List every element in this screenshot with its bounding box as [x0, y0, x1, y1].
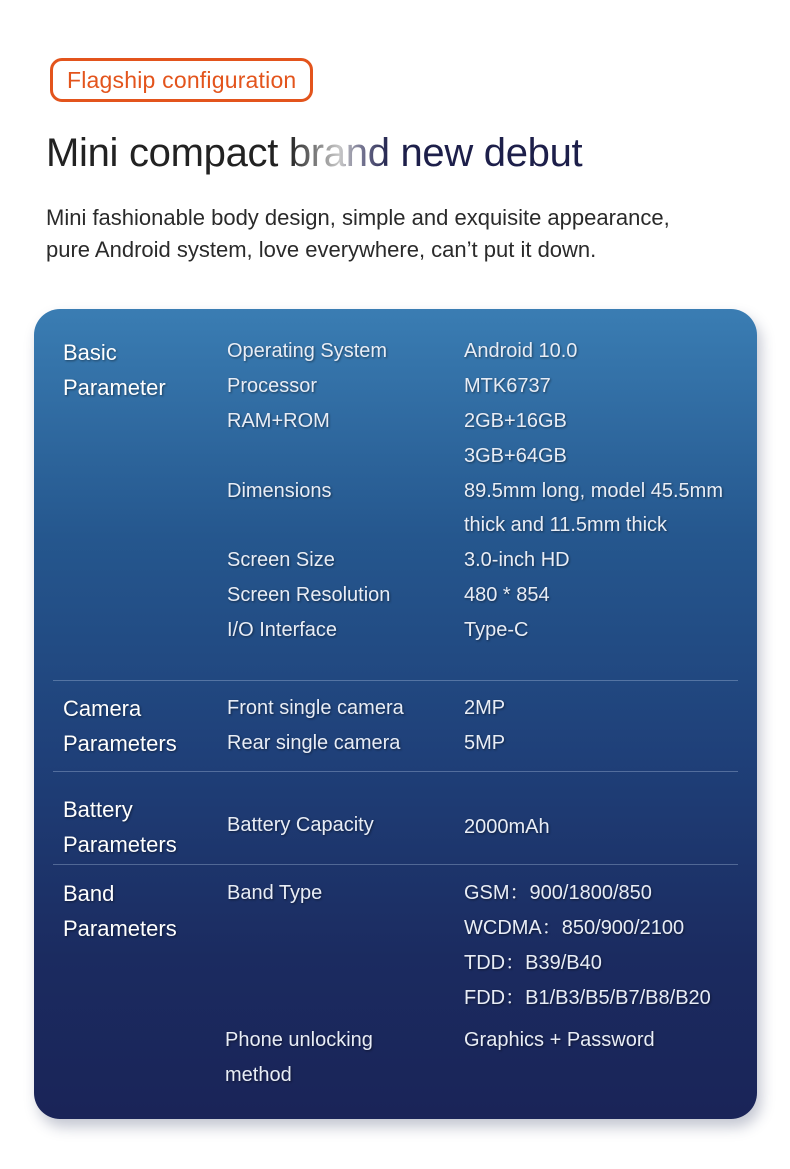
section-label-line-1: Band: [63, 881, 115, 906]
spec-key-rear-camera: Rear single camera: [227, 732, 401, 754]
spec-key-screen-resolution: Screen Resolution: [227, 584, 391, 606]
section-label-line-2: Parameters: [63, 731, 177, 756]
spec-value-io-interface: Type-C: [464, 619, 529, 641]
section-label-line-1: Battery: [63, 797, 133, 822]
spec-value-ram-rom-1: 2GB+16GB: [464, 410, 567, 432]
spec-card: [34, 309, 757, 1119]
spec-key-operating-system: Operating System: [227, 340, 388, 362]
spec-value-operating-system: Android 10.0: [464, 340, 578, 362]
spec-key-line-1: Phone unlocking: [225, 1029, 373, 1051]
page-title: [46, 131, 582, 176]
section-divider: [53, 680, 738, 681]
spec-value-rear-camera: 5MP: [464, 732, 506, 754]
spec-key-front-camera: Front single camera: [227, 697, 404, 719]
spec-value-dimensions-2: thick and 11.5mm thick: [464, 514, 668, 536]
spec-value-screen-size: 3.0-inch HD: [464, 549, 570, 571]
spec-value-front-camera: 2MP: [464, 697, 506, 719]
spec-value-dimensions-1: 89.5mm long, model 45.5mm: [464, 480, 724, 502]
spec-key-dimensions: Dimensions: [227, 480, 332, 502]
subtitle-line-2: pure Android system, love everywhere, can’t put it down.: [46, 237, 597, 262]
spec-key-line-2: method: [225, 1064, 292, 1086]
section-label-line-2: Parameter: [63, 375, 166, 400]
spec-key-band-type: Band Type: [227, 882, 323, 904]
spec-value-ram-rom-2: 3GB+64GB: [464, 445, 567, 467]
section-divider: [53, 864, 738, 865]
title-part-3: new debut: [389, 131, 583, 175]
subtitle-line-1: Mini fashionable body design, simple and exquisite appearance,: [46, 205, 670, 230]
page-subtitle: [46, 202, 766, 266]
spec-value-battery-capacity: 2000mAh: [464, 816, 550, 838]
spec-key-screen-size: Screen Size: [227, 549, 335, 571]
spec-value-band-wcdma: WCDMA：850/900/2100: [464, 917, 685, 939]
spec-key-battery-capacity: Battery Capacity: [227, 814, 374, 836]
title-part-1: Mini compact: [46, 131, 289, 175]
spec-key-processor: Processor: [227, 375, 318, 397]
spec-value-band-gsm: GSM：900/1800/850: [464, 882, 652, 904]
spec-key-io-interface: I/O Interface: [227, 619, 338, 641]
section-label-line-1: Basic: [63, 340, 117, 365]
badge-label: Flagship configuration: [67, 66, 297, 93]
spec-value-band-fdd: FDD：B1/B3/B5/B7/B8/B20: [464, 987, 711, 1009]
spec-value-screen-resolution: 480 * 854: [464, 584, 550, 606]
spec-value-phone-unlocking: Graphics + Password: [464, 1029, 655, 1051]
section-label-band: [63, 876, 177, 946]
section-label-line-1: Camera: [63, 696, 142, 721]
section-label-camera: [63, 691, 177, 761]
flagship-badge: [50, 58, 313, 102]
section-label-basic: [63, 335, 166, 405]
section-label-battery: [63, 792, 177, 862]
section-label-line-2: Parameters: [63, 916, 177, 941]
spec-value-band-tdd: TDD：B39/B40: [464, 952, 602, 974]
spec-key-phone-unlocking: [225, 1023, 373, 1093]
spec-key-ram-rom: RAM+ROM: [227, 410, 330, 432]
section-label-line-2: Parameters: [63, 832, 177, 857]
spec-value-processor: MTK6737: [464, 375, 551, 397]
title-part-2: brand: [288, 131, 390, 175]
section-divider: [53, 771, 738, 772]
